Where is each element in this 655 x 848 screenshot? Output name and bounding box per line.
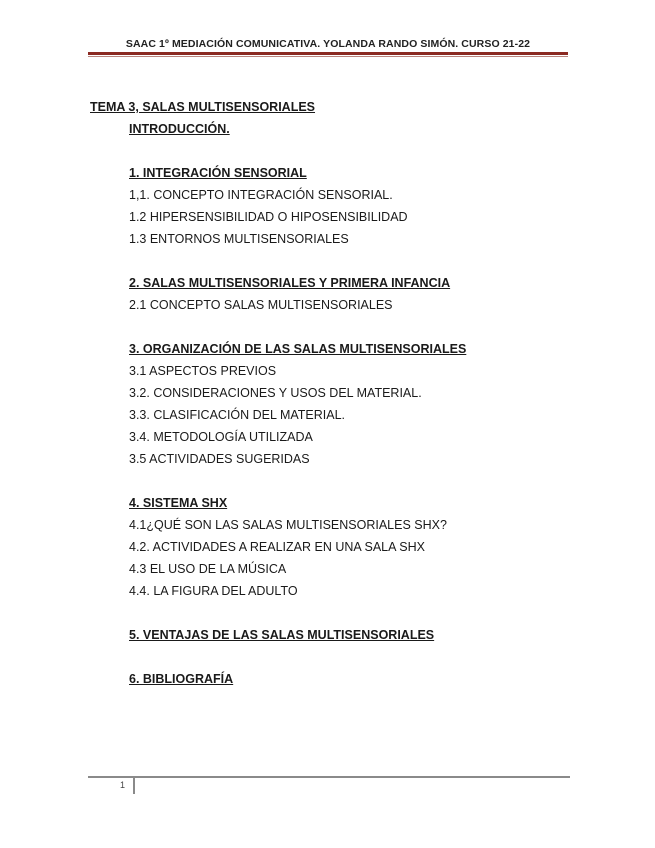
section-item: 1,1. CONCEPTO INTEGRACIÓN SENSORIAL.	[129, 188, 393, 202]
section-item: 3.4. METODOLOGÍA UTILIZADA	[129, 430, 313, 444]
spacer	[129, 316, 570, 338]
section-item: 1.3 ENTORNOS MULTISENSORIALES	[129, 232, 349, 246]
section-heading-5: 5. VENTAJAS DE LAS SALAS MULTISENSORIALES	[129, 628, 435, 642]
section-heading-1: 1. INTEGRACIÓN SENSORIAL	[129, 166, 307, 180]
section-item: 2.1 CONCEPTO SALAS MULTISENSORIALES	[129, 298, 393, 312]
section-item: 3.1 ASPECTOS PREVIOS	[129, 364, 277, 378]
document-body	[90, 96, 570, 690]
page-header: SAAC 1º MEDIACIÓN COMUNICATIVA. YOLANDA RANDO SIMÓN. CURSO 21-22	[125, 38, 531, 50]
document-title: TEMA 3, SALAS MULTISENSORIALES	[90, 100, 316, 114]
section-item: 4.3 EL USO DE LA MÚSICA	[129, 562, 287, 576]
section-item: 4.1¿QUÉ SON LAS SALAS MULTISENSORIALES SHX?	[129, 518, 447, 532]
section-heading-3: 3. ORGANIZACIÓN DE LAS SALAS MULTISENSORIALES	[129, 342, 467, 356]
section-item: 3.2. CONSIDERACIONES Y USOS DEL MATERIAL.	[129, 386, 422, 400]
intro-heading: INTRODUCCIÓN.	[129, 122, 230, 136]
spacer	[129, 602, 570, 624]
section-heading-2: 2. SALAS MULTISENSORIALES Y PRIMERA INFANCIA	[129, 276, 451, 290]
section-item: 4.4. LA FIGURA DEL ADULTO	[129, 584, 298, 598]
document-outline	[90, 118, 570, 690]
section-item: 4.2. ACTIVIDADES A REALIZAR EN UNA SALA SHX	[129, 540, 425, 554]
spacer	[129, 250, 570, 272]
footer-rule	[88, 776, 570, 778]
footer-tick	[133, 778, 135, 794]
page-number: 1	[120, 780, 126, 790]
spacer	[129, 646, 570, 668]
section-item: 1.2 HIPERSENSIBILIDAD O HIPOSENSIBILIDAD	[129, 210, 408, 224]
section-heading-6: 6. BIBLIOGRAFÍA	[129, 672, 234, 686]
section-item: 3.3. CLASIFICACIÓN DEL MATERIAL.	[129, 408, 346, 422]
spacer	[129, 470, 570, 492]
header-rule-thin	[88, 56, 568, 57]
spacer	[129, 140, 570, 162]
header-rule	[88, 52, 568, 55]
section-heading-4: 4. SISTEMA SHX	[129, 496, 228, 510]
section-item: 3.5 ACTIVIDADES SUGERIDAS	[129, 452, 310, 466]
